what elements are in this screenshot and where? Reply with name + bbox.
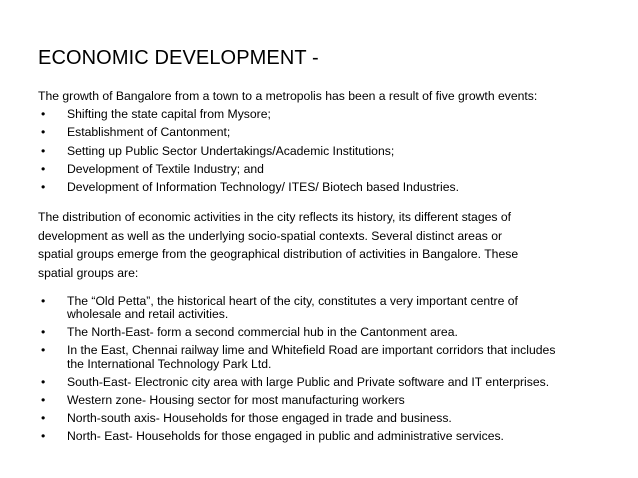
bullet-icon: • [41, 325, 46, 340]
list-item: • Development of Information Technology/ ITES/ Biotech based Industries. [38, 178, 608, 196]
spatial-groups-list [38, 295, 608, 444]
paragraph-line: The distribution of economic activities in the city reflects its history, its different stages of [38, 210, 512, 225]
intro-text: The growth of Bangalore from a town to a metropolis has been a result of five growth events: [38, 89, 538, 103]
bullet-icon: • [41, 293, 46, 308]
paragraph-line: spatial groups emerge from the geographical distribution of activities in Bangalore. These [38, 247, 519, 262]
growth-events-list [38, 105, 608, 196]
bullet-icon: • [41, 180, 46, 195]
list-item: • North-south axis- Households for those engaged in trade and business. [41, 411, 452, 426]
list-item: • The “Old Petta”, the historical heart of the city, constitutes a very important centre of wholesale and retail activities. [41, 293, 518, 322]
list-item: • North- East- Households for those engaged in public and administrative services. [41, 429, 504, 444]
bullet-icon: • [41, 161, 46, 176]
slide-title: ECONOMIC DEVELOPMENT - [38, 47, 319, 69]
bullet-icon: • [41, 393, 46, 408]
bullet-icon: • [41, 411, 46, 426]
slide-body [38, 87, 608, 448]
list-item: • Shifting the state capital from Mysore; [38, 105, 608, 123]
list-item: • Development of Textile Industry; and [38, 160, 608, 178]
bullet-icon: • [41, 143, 46, 158]
bullet-icon: • [41, 107, 46, 122]
list-item: • Setting up Public Sector Undertakings/Academic Institutions; [38, 142, 608, 160]
list-item: • The North-East- form a second commercial hub in the Cantonment area. [41, 325, 458, 340]
distribution-paragraph [38, 208, 608, 282]
bullet-icon: • [41, 125, 46, 140]
list-item: • Western zone- Housing sector for most manufacturing workers [41, 393, 405, 408]
list-item: • South-East- Electronic city area with large Public and Private software and IT enterprises. [41, 375, 550, 390]
list-item: • Establishment of Cantonment; [38, 123, 608, 141]
list-item: • In the East, Chennai railway lime and Whitefield Road are important corridors that includes the International Technology Park Ltd. [41, 343, 556, 371]
bullet-icon: • [41, 429, 46, 444]
paragraph-line: development as well as the underlying socio-spatial contexts. Several distinct areas or [38, 228, 503, 243]
bullet-icon: • [41, 343, 46, 358]
bullet-icon: • [41, 375, 46, 390]
paragraph-line: spatial groups are: [38, 266, 139, 280]
